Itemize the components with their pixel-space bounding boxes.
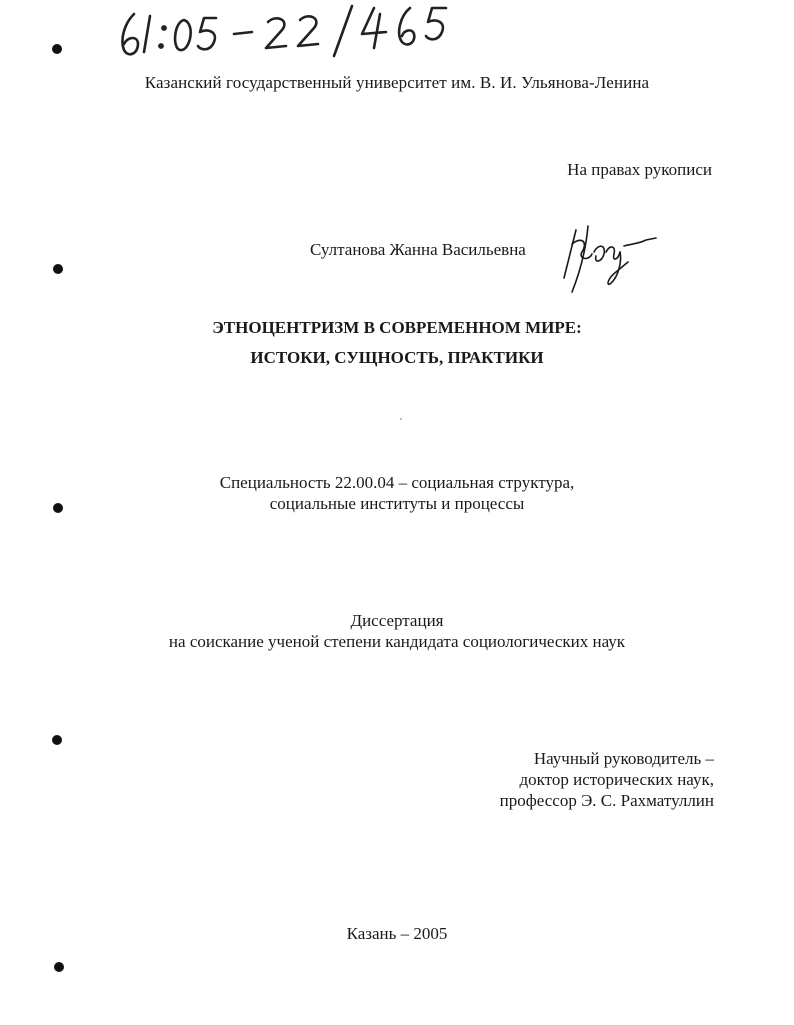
punch-hole-decoration: [53, 264, 63, 274]
degree-line-1: Диссертация: [350, 611, 444, 630]
city-and-year: Казань – 2005: [346, 924, 448, 943]
title-line-2: ИСТОКИ, СУЩНОСТЬ, ПРАКТИКИ: [250, 348, 544, 367]
specialty-block: [0, 472, 794, 514]
supervisor-block: [500, 748, 714, 811]
specialty-line-1: Специальность 22.00.04 – социальная структура,: [219, 473, 575, 492]
degree-line-2: на соискание ученой степени кандидата социологических наук: [168, 632, 626, 651]
degree-statement: [0, 610, 794, 652]
archive-code-handwritten: [112, 2, 452, 62]
scan-speck: [400, 418, 402, 420]
dissertation-title: [0, 313, 794, 373]
punch-hole-decoration: [54, 962, 64, 972]
manuscript-rights-note: На правах рукописи: [567, 160, 712, 179]
university-name: Казанский государственный университет им. В. И. Ульянова-Ленина: [144, 73, 650, 92]
specialty-line-2: социальные институты и процессы: [269, 494, 525, 513]
supervisor-line-2: доктор исторических наук,: [519, 770, 714, 789]
title-line-1: ЭТНОЦЕНТРИЗМ В СОВРЕМЕННОМ МИРЕ:: [212, 318, 582, 337]
supervisor-line-1: Научный руководитель –: [533, 749, 714, 768]
supervisor-line-3: профессор Э. С. Рахматуллин: [499, 791, 714, 810]
author-name: Султанова Жанна Васильевна: [310, 240, 526, 259]
punch-hole-decoration: [52, 44, 62, 54]
author-signature: [558, 222, 658, 294]
punch-hole-decoration: [52, 735, 62, 745]
